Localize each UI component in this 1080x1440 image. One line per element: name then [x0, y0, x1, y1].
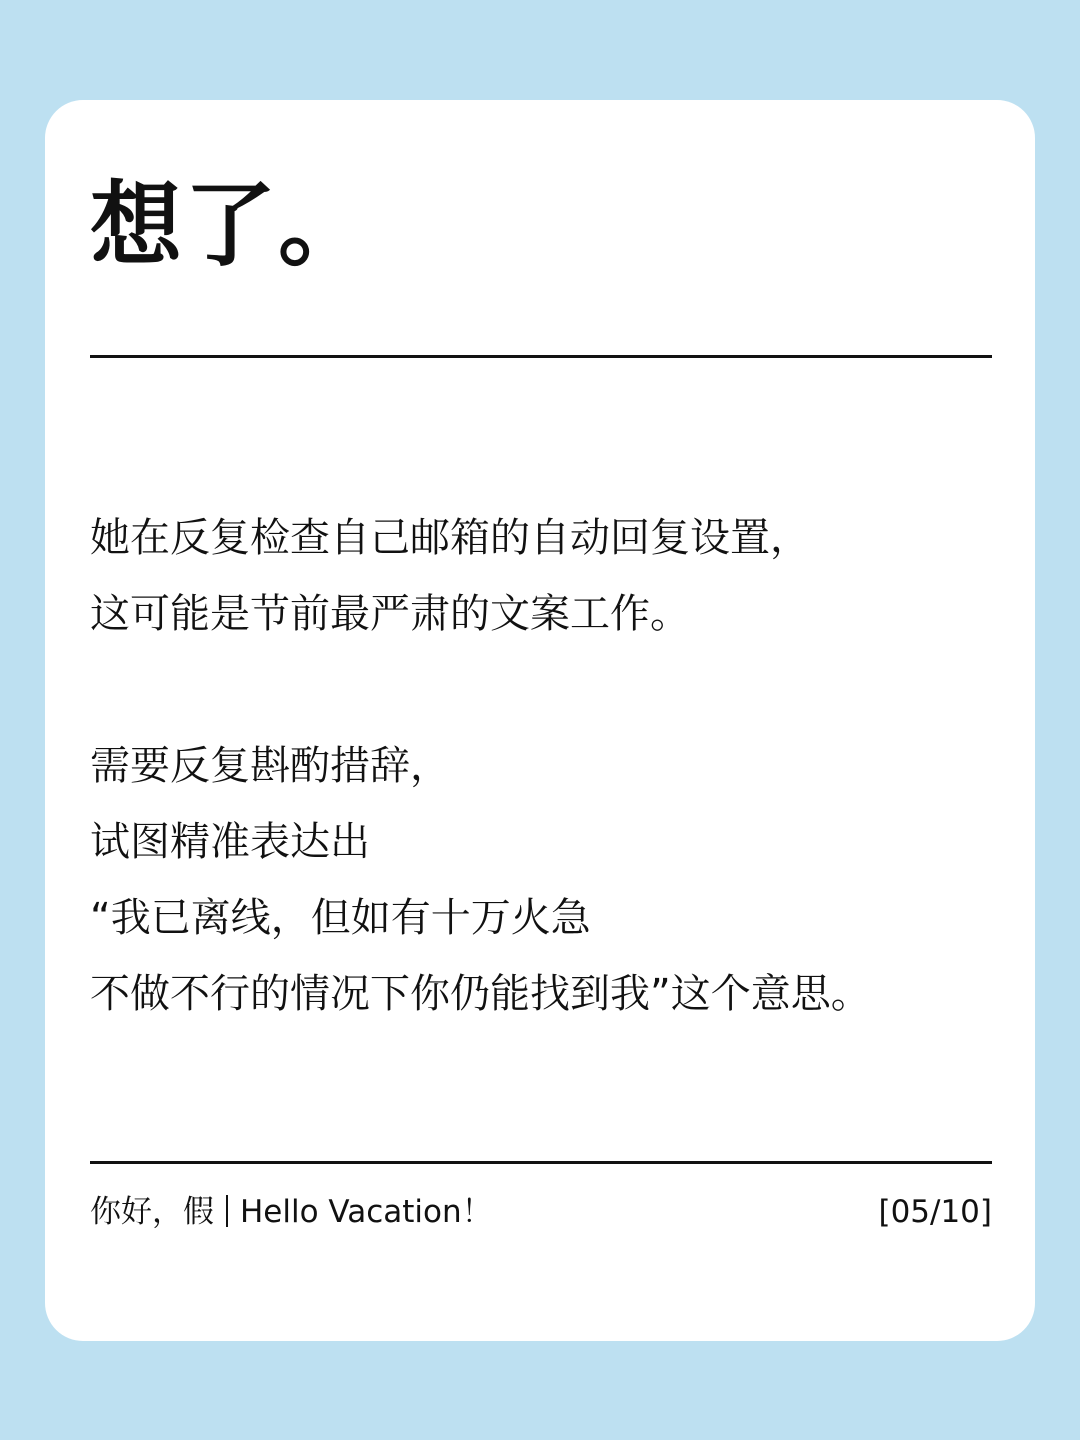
paragraph-1: [90, 500, 992, 652]
body-text: [90, 500, 992, 1032]
separator: [226, 1195, 228, 1227]
text-line: 试图精准表达出: [90, 819, 370, 865]
text-line: 不做不行的情况下你仍能找到我”这个意思。: [90, 971, 871, 1017]
text-line: 需要反复斟酌措辞，: [90, 743, 450, 789]
text-line: 这可能是节前最严肃的文案工作。: [90, 591, 690, 637]
series-title-en: Hello Vacation！: [240, 1194, 493, 1230]
series-title-cn: 你好，假: [90, 1194, 214, 1230]
page-title: 想了。: [90, 172, 373, 279]
page-indicator: [05/10]: [878, 1194, 992, 1230]
top-divider: [90, 355, 992, 358]
bottom-divider: [90, 1161, 992, 1164]
paragraph-2: [90, 728, 992, 1032]
series-label: [90, 1192, 493, 1232]
text-line: 她在反复检查自己邮箱的自动回复设置，: [90, 515, 810, 561]
content-card: [45, 100, 1035, 1341]
text-line: “我已离线，但如有十万火急: [90, 895, 591, 941]
